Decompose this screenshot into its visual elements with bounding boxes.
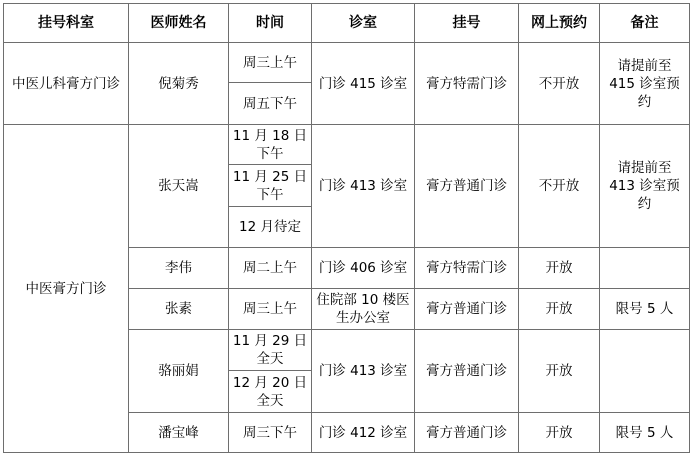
table-row — [4, 43, 690, 83]
registration-cell: 膏方普通门诊 — [415, 413, 519, 453]
online-booking-cell: 不开放 — [519, 43, 600, 125]
time-cell: 12 月待定 — [229, 207, 312, 248]
doctor-cell: 张素 — [129, 289, 229, 330]
doctor-cell: 潘宝峰 — [129, 413, 229, 453]
registration-cell: 膏方特需门诊 — [415, 248, 519, 289]
header-note: 备注 — [600, 4, 690, 43]
table-header-row — [4, 4, 690, 43]
note-cell — [600, 248, 690, 289]
time-cell: 11 月 29 日全天 — [229, 330, 312, 371]
room-cell: 门诊 413 诊室 — [312, 330, 415, 413]
online-booking-cell: 开放 — [519, 289, 600, 330]
room-cell: 门诊 415 诊室 — [312, 43, 415, 125]
clinic-schedule-table — [3, 3, 690, 453]
note-cell: 限号 5 人 — [600, 289, 690, 330]
note-cell — [600, 330, 690, 413]
room-cell: 门诊 412 诊室 — [312, 413, 415, 453]
time-cell: 周三上午 — [229, 43, 312, 83]
header-registration: 挂号 — [415, 4, 519, 43]
department-cell: 中医儿科膏方门诊 — [4, 43, 129, 125]
time-cell: 12 月 20 日全天 — [229, 371, 312, 413]
doctor-cell: 倪菊秀 — [129, 43, 229, 125]
time-cell: 周三上午 — [229, 289, 312, 330]
online-booking-cell: 开放 — [519, 248, 600, 289]
room-cell: 门诊 406 诊室 — [312, 248, 415, 289]
doctor-cell: 骆丽娟 — [129, 330, 229, 413]
header-department: 挂号科室 — [4, 4, 129, 43]
time-cell: 周五下午 — [229, 83, 312, 125]
room-cell: 门诊 413 诊室 — [312, 125, 415, 248]
doctor-cell: 张天嵩 — [129, 125, 229, 248]
registration-cell: 膏方特需门诊 — [415, 43, 519, 125]
note-cell: 限号 5 人 — [600, 413, 690, 453]
table-row — [4, 125, 690, 165]
online-booking-cell: 开放 — [519, 330, 600, 413]
time-cell: 11 月 25 日下午 — [229, 165, 312, 207]
header-doctor: 医师姓名 — [129, 4, 229, 43]
doctor-cell: 李伟 — [129, 248, 229, 289]
registration-cell: 膏方普通门诊 — [415, 289, 519, 330]
online-booking-cell: 不开放 — [519, 125, 600, 248]
online-booking-cell: 开放 — [519, 413, 600, 453]
time-cell: 周二上午 — [229, 248, 312, 289]
time-cell: 周三下午 — [229, 413, 312, 453]
note-cell: 请提前至 415 诊室预约 — [600, 43, 690, 125]
time-cell: 11 月 18 日下午 — [229, 125, 312, 165]
note-cell: 请提前至 413 诊室预约 — [600, 125, 690, 248]
header-room: 诊室 — [312, 4, 415, 43]
registration-cell: 膏方普通门诊 — [415, 330, 519, 413]
registration-cell: 膏方普通门诊 — [415, 125, 519, 248]
header-time: 时间 — [229, 4, 312, 43]
room-cell: 住院部 10 楼医生办公室 — [312, 289, 415, 330]
header-online-booking: 网上预约 — [519, 4, 600, 43]
department-cell: 中医膏方门诊 — [4, 125, 129, 453]
